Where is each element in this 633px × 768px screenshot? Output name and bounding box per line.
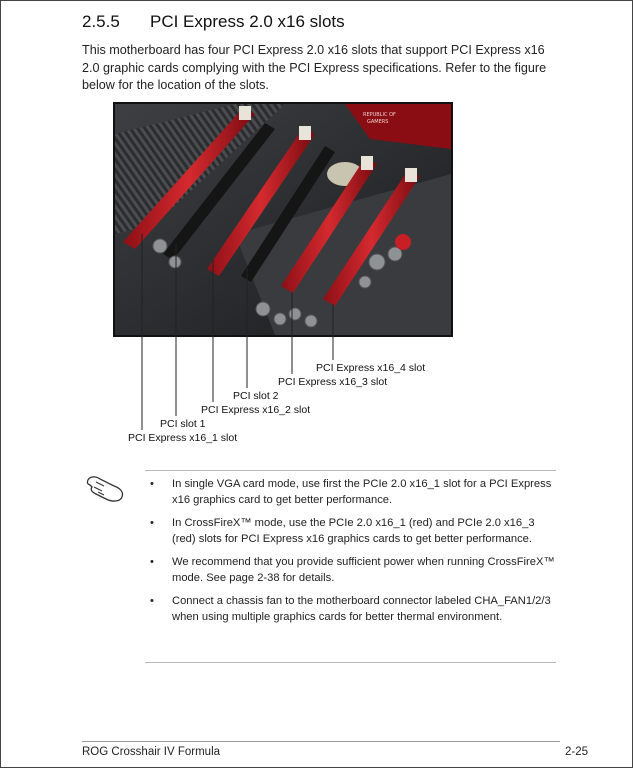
note-text: Connect a chassis fan to the motherboard connector labeled CHA_FAN1/2/3 when using multiple graphics cards for better thermal environment. bbox=[172, 595, 551, 623]
bullet: • bbox=[150, 478, 154, 490]
label-pci-2: PCI slot 2 bbox=[233, 390, 279, 402]
label-pci-1: PCI slot 1 bbox=[160, 418, 206, 430]
bullet: • bbox=[150, 556, 154, 568]
note-item bbox=[145, 477, 556, 508]
note-item bbox=[145, 594, 556, 625]
notes-bottom-rule bbox=[145, 662, 556, 663]
label-pcie-x16-4: PCI Express x16_4 slot bbox=[316, 362, 426, 374]
label-pcie-x16-3: PCI Express x16_3 slot bbox=[278, 376, 388, 388]
note-item bbox=[145, 516, 556, 547]
intro-paragraph: This motherboard has four PCI Express 2.0 x16 slots that support PCI Express x16 2.0 graphic cards complying with the PCI Express specifications. Refer to the figure below for the location of the slots. bbox=[82, 43, 547, 92]
footer-rule bbox=[82, 741, 560, 742]
footer-page-number: 2-25 bbox=[564, 746, 588, 758]
label-pcie-x16-1: PCI Express x16_1 slot bbox=[128, 432, 238, 444]
brand-text-line1: REPUBLIC OF bbox=[363, 112, 396, 118]
notes-list bbox=[145, 477, 556, 633]
note-text: We recommend that you provide sufficient power when running CrossFireX™ mode. See page 2-38 for details. bbox=[172, 556, 555, 584]
brand-text-line2: GAMERS bbox=[367, 119, 389, 125]
note-text: In CrossFireX™ mode, use the PCIe 2.0 x16_1 (red) and PCIe 2.0 x16_3 (red) slots for PCI Express x16 graphics cards to get better performance. bbox=[172, 517, 535, 545]
notes-top-rule bbox=[145, 470, 556, 471]
label-pcie-x16-2: PCI Express x16_2 slot bbox=[201, 404, 311, 416]
bullet: • bbox=[150, 595, 154, 607]
note-text: In single VGA card mode, use first the PCIe 2.0 x16_1 slot for a PCI Express x16 graphics card to get better performance. bbox=[172, 478, 552, 506]
footer-manual-name: ROG Crosshair IV Formula bbox=[82, 746, 221, 758]
section-title: PCI Express 2.0 x16 slots bbox=[150, 12, 345, 31]
section-number: 2.5.5 bbox=[82, 12, 120, 31]
note-item bbox=[145, 555, 556, 586]
pointing-hand-icon bbox=[84, 470, 128, 506]
bullet: • bbox=[150, 517, 154, 529]
